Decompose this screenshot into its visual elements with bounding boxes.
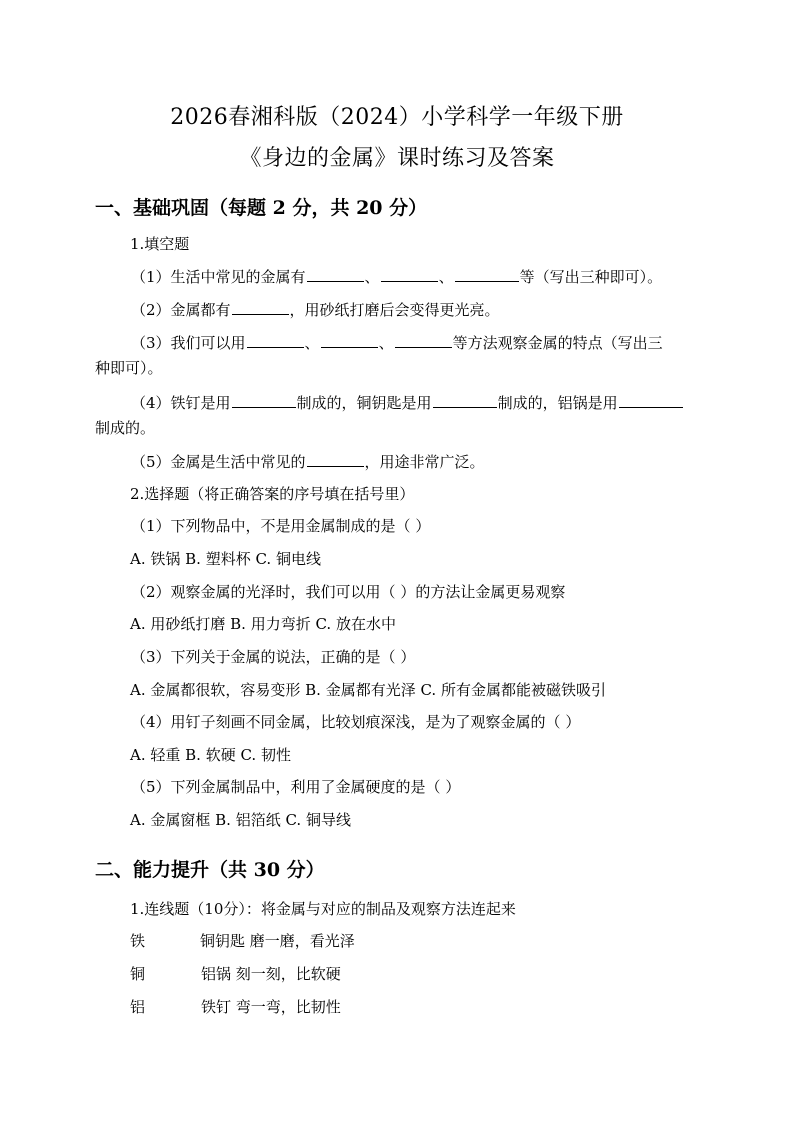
matching-row [130, 963, 341, 985]
matching-item: 铜钥匙 磨一磨，看光泽 [200, 932, 355, 950]
answer-blank[interactable] [433, 393, 497, 408]
matching-metal: 铝 [130, 998, 146, 1016]
section-2-heading: 二、能力提升（共 30 分） [95, 859, 325, 881]
choice-options-1: A. 铁锅 B. 塑料杯 C. 铜电线 [130, 550, 321, 568]
fill-question-2: （2）金属都有 ，用砂纸打磨后会变得更光亮。 [131, 301, 500, 319]
matching-metal: 铁 [130, 932, 146, 950]
choice-question-4: （4）用钉子刻画不同金属，比较划痕深浅，是为了观察金属的（ ） [131, 713, 581, 731]
choice-question-5: （5）下列金属制品中，利用了金属硬度的是（ ） [131, 778, 461, 796]
choice-options-4: A. 轻重 B. 软硬 C. 韧性 [130, 746, 291, 764]
choice-options-2: A. 用砂纸打磨 B. 用力弯折 C. 放在水中 [130, 615, 396, 633]
fill-question-1: （1）生活中常见的金属有 、 、 等（写出三种即可）。 [131, 268, 663, 286]
choice-question-1: （1）下列物品中，不是用金属制成的是（ ） [131, 517, 431, 535]
answer-blank[interactable] [307, 267, 364, 282]
answer-blank[interactable] [381, 267, 438, 282]
choice-options-5: A. 金属窗框 B. 铝箔纸 C. 铜导线 [130, 811, 351, 829]
matching-item: 铁钉 弯一弯，比韧性 [201, 998, 341, 1016]
document-title: 2026春湘科版（2024）小学科学一年级下册 [170, 105, 624, 130]
choice-question-3: （3）下列关于金属的说法，正确的是（ ） [131, 648, 416, 666]
answer-blank[interactable] [247, 333, 304, 348]
fill-question-3-continued: 种即可）。 [95, 359, 163, 377]
fill-question-5: （5）金属是生活中常见的 ，用途非常广泛。 [131, 453, 485, 471]
matching-row [130, 996, 341, 1018]
answer-blank[interactable] [455, 267, 519, 282]
choice-question-2: （2）观察金属的光泽时，我们可以用（ ）的方法让金属更易观察 [131, 583, 566, 601]
choice-options-3: A. 金属都很软，容易变形 B. 金属都有光泽 C. 所有金属都能被磁铁吸引 [130, 681, 606, 699]
matching-label: 1.连线题（10分）：将金属与对应的制品及观察方法连起来 [130, 900, 516, 918]
matching-metal: 铜 [130, 965, 146, 983]
fill-question-4: （4）铁钉是用 制成的，铜钥匙是用 制成的，铝锅是用 [131, 392, 684, 414]
fill-blank-label: 1.填空题 [130, 235, 190, 253]
matching-item: 铝锅 刻一刻，比软硬 [201, 965, 341, 983]
choice-label: 2.选择题（将正确答案的序号填在括号里） [130, 485, 415, 503]
answer-blank[interactable] [232, 393, 296, 408]
answer-blank[interactable] [395, 333, 452, 348]
document-subtitle: 《身边的金属》课时练习及答案 [239, 146, 555, 171]
answer-blank[interactable] [232, 300, 289, 315]
fill-question-4-continued: 制成的。 [95, 419, 156, 437]
matching-row [130, 930, 355, 952]
fill-question-3: （3）我们可以用 、 、 等方法观察金属的特点（写出三 [131, 334, 663, 352]
answer-blank[interactable] [619, 393, 683, 408]
answer-blank[interactable] [321, 333, 378, 348]
answer-blank[interactable] [307, 452, 364, 467]
section-1-heading: 一、基础巩固（每题 2 分，共 20 分） [95, 197, 428, 219]
